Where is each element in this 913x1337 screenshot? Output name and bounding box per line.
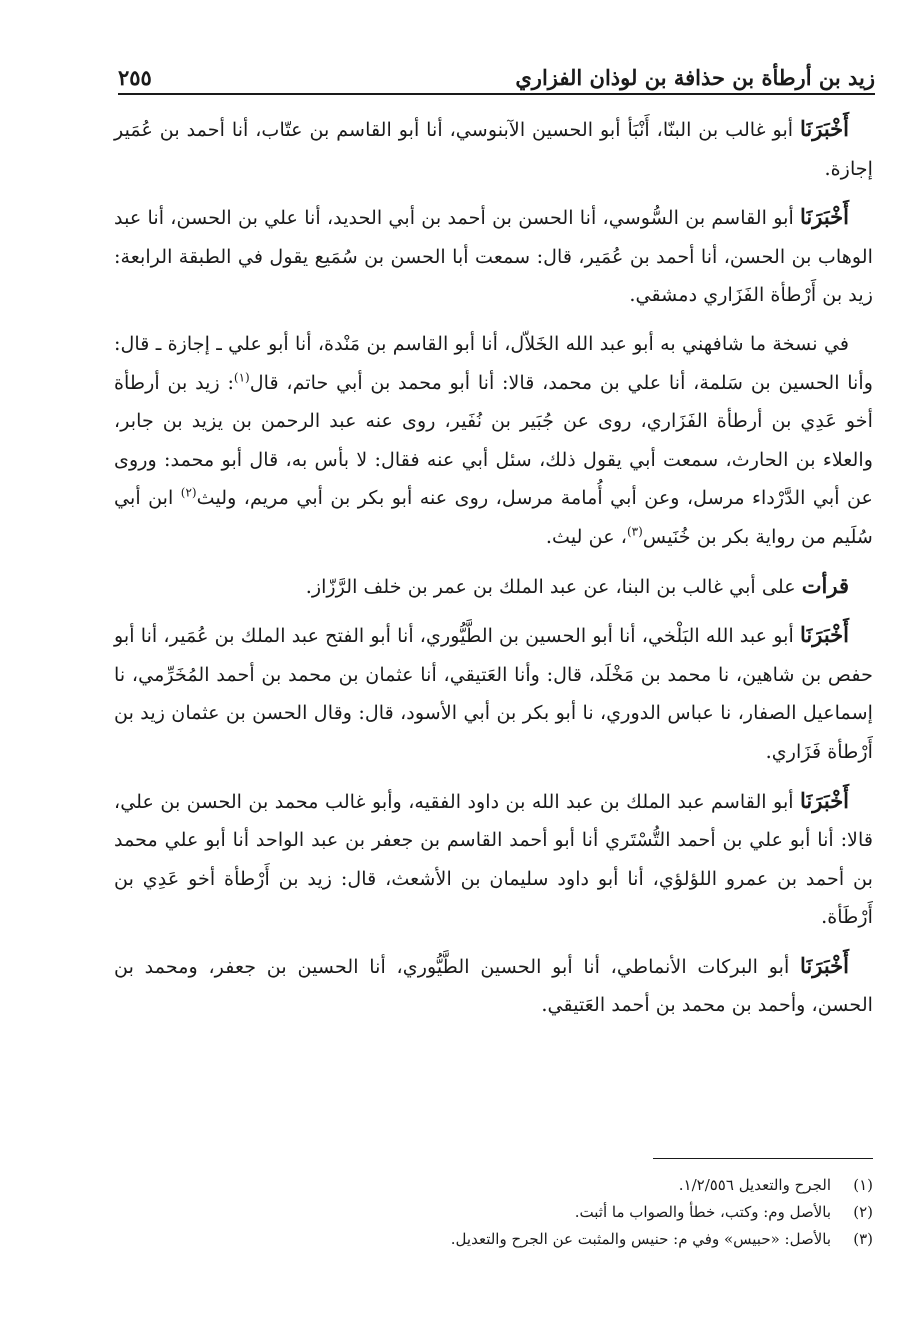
footnotes <box>200 1172 873 1253</box>
paragraph-text: على أبي غالب بن البنا، عن عبد الملك بن عمر بن خلف الرَّزّاز. <box>305 574 802 598</box>
paragraph-7 <box>114 947 873 1025</box>
paragraph-4 <box>114 567 873 607</box>
paragraph-text-cont: : زيد بن أرطأة أخو عَدِي بن أرطأة الفَزَاري، روى عن جُبَير بن نُفَير، روى عنه عبد الرحمن بن يزيد بن جابر، والعلاء بن الحارث، سمعت أبي يقول ذلك، سئل أبي عنه فقال: لا بأس به، قال أبو محمد: وروى عن أبي الدَّرْداء مرسل، وعن أبي أُمامة مرسل، روى عنه أبو بكر بن أبي مريم، وليث <box>114 370 873 510</box>
paragraph-text-cont: ابن أبي سُلَيم من رواية بكر بن خُنَيس <box>114 486 873 548</box>
header-rule <box>118 93 875 95</box>
paragraph-text: أبو عبد الله البَلْخي، أنا أبو الحسين بن الطَّيُّوري، أنا أبو الفتح عبد الملك بن عُمَير، أنا أبو حفص بن شاهين، نا محمد بن مَخْلَد، قال: وأنا العَتيقي، أنا عثمان بن محمد بن أحمد المُخَرِّمي، نا إسماعيل الصفار، نا عباس الدوري، نا أبو بكر بن أبي الأسود، قال: وقال الحسن بن عثمان زيد بن أَرْطأة فَزَاري. <box>114 624 873 763</box>
footnote-number: (١) <box>853 1176 873 1194</box>
footnote-ref-3[interactable]: (٣) <box>626 524 643 539</box>
paragraph-keyword: أَخْبَرَنَا <box>800 622 849 648</box>
footnote-text: بالأصل: «حبيس» وفي م: حنيس والمثبت عن الجرح والتعديل. <box>450 1230 831 1248</box>
footnote-number: (٣) <box>853 1230 873 1248</box>
paragraph-keyword: أَخْبَرَنَا <box>800 204 849 230</box>
running-head <box>118 56 875 90</box>
footnote-item <box>200 1199 873 1226</box>
footnote-number: (٢) <box>853 1203 873 1221</box>
footnote-ref-2[interactable]: (٢) <box>180 485 197 500</box>
paragraph-text: في نسخة ما شافهني به أبو عبد الله الخَلاّل، أنا أبو القاسم بن مَنْدة، أنا أبو علي ـ إجازة ـ قال: وأنا الحسين بن سَلمة، أنا علي بن محمد، قالا: أنا أبو محمد بن أبي حاتم، قال <box>114 331 873 394</box>
paragraph-3 <box>114 325 873 557</box>
paragraph-text: أبو غالب بن البنّا، أَنْبَأ أبو الحسين الآبنوسي، أنا أبو القاسم بن عتّاب، أنا أحمد بن عُمَير إجازة. <box>114 118 873 180</box>
paragraph-keyword: أَخْبَرَنَا <box>800 952 849 978</box>
footnote-item <box>200 1172 873 1199</box>
footnote-text: الجرح والتعديل ١/٢/٥٥٦. <box>678 1176 831 1194</box>
paragraph-6 <box>114 782 873 937</box>
page-number: ٢٥٥ <box>118 65 152 90</box>
paragraph-text: أبو القاسم عبد الملك بن عبد الله بن داود الفقيه، وأبو غالب محمد بن الحسن بن علي، قالا: أنا أبو علي بن أحمد التُّسْتَري أنا أبو أحمد القاسم بن جعفر بن عبد الواحد أنا أبو علي محمد بن أحمد بن عمرو اللؤلؤي، أنا أبو داود سليمان بن الأشعث، قال: زيد بن أَرْطأة أخو عَدِي بن أَرْطَأة. <box>114 789 873 929</box>
chapter-title: زيد بن أرطأة بن حذافة بن لوذان الفزاري <box>515 65 875 90</box>
paragraph-2 <box>114 198 873 315</box>
paragraph-text: أبو البركات الأنماطي، أنا أبو الحسين الطَّيُّوري، أنا الحسين بن جعفر، ومحمد بن الحسن، وأحمد بن محمد بن أحمد العَتيقي. <box>114 954 873 1017</box>
paragraph-keyword: قرأت <box>801 572 849 598</box>
paragraph-keyword: أَخْبَرَنَا <box>800 787 850 813</box>
paragraph-5 <box>114 616 873 771</box>
paragraph-1 <box>114 110 873 188</box>
main-text <box>114 110 873 1035</box>
footnote-item <box>200 1226 873 1253</box>
paragraph-text-cont: ، عن ليث. <box>545 524 627 548</box>
footnote-ref-1[interactable]: (١) <box>233 370 250 385</box>
footnote-text: بالأصل وم: وكتب، خطأ والصواب ما أثبت. <box>574 1203 831 1221</box>
paragraph-keyword: أَخْبَرَنَا <box>800 116 849 141</box>
paragraph-text: أبو القاسم بن السُّوسي، أنا الحسن بن أحمد بن أبي الحديد، أنا علي بن الحسن، أنا عبد الوهاب بن الحسن، أنا أحمد بن عُمَير، قال: سمعت أبا الحسن بن سُمَيع يقول في الطبقة الرابعة: زيد بن أَرْطأة الفَزَاري دمشقي. <box>114 206 873 307</box>
footnote-divider <box>653 1158 873 1159</box>
